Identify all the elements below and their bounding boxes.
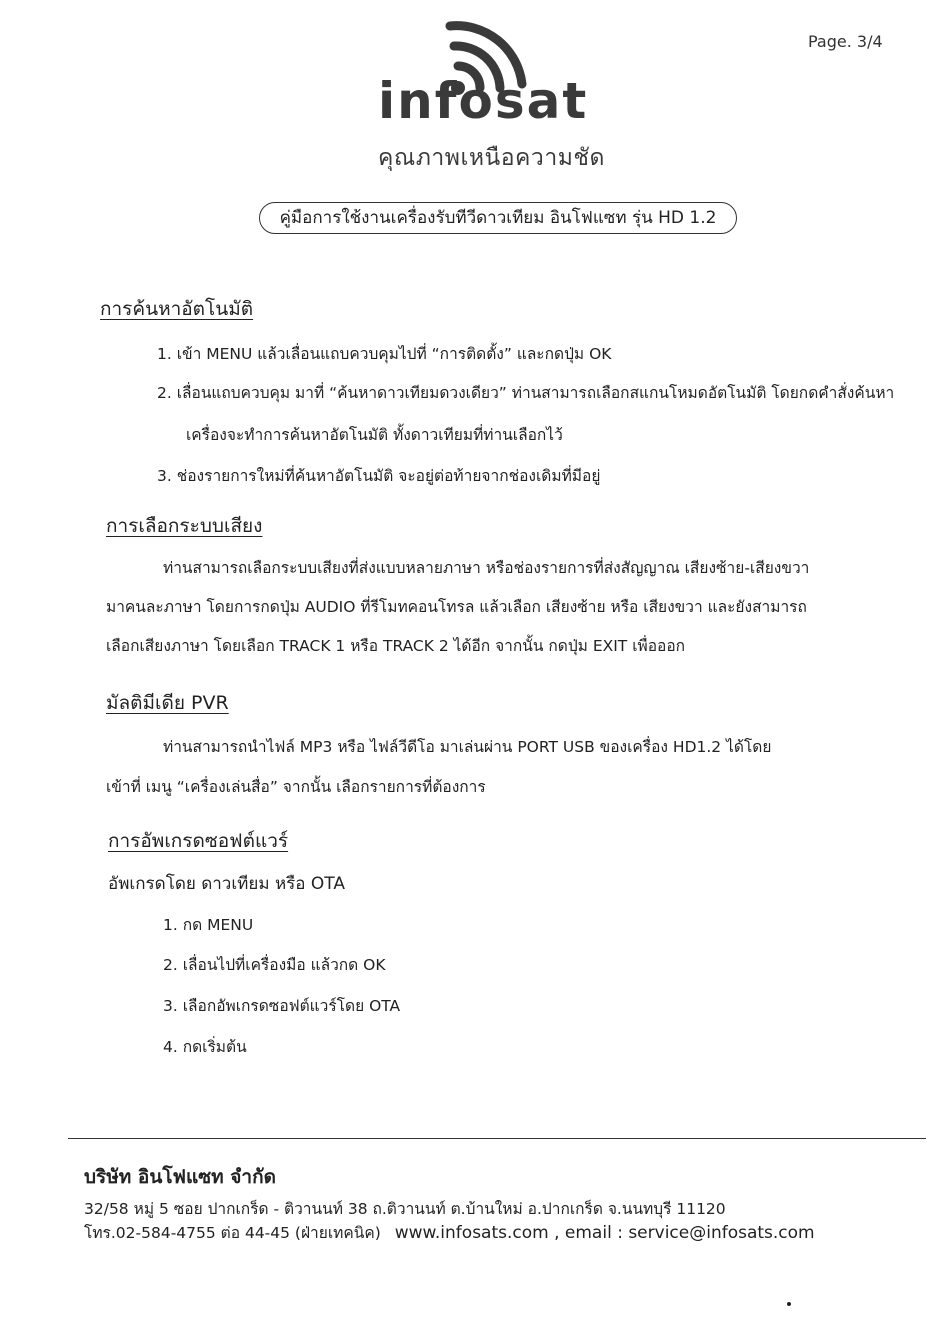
paragraph-line: เลือกเสียงภาษา โดยเลือก TRACK 1 หรือ TRACK 2 ได้อีก จากนั้น กดปุ่ม EXIT เพื่อออก <box>106 637 686 655</box>
section-title-auto-search: การค้นหาอัตโนมัติ <box>100 298 254 320</box>
company-address: 32/58 หมู่ 5 ซอย ปากเกร็ด - ติวานนท์ 38 ถ.ติวานนท์ ต.บ้านใหม่ อ.ปากเกร็ด จ.นนทบุรี 11120 <box>84 1200 726 1218</box>
section-title-pvr: มัลติมีเดีย PVR <box>106 692 229 714</box>
scan-speck <box>787 1302 791 1306</box>
paragraph-line: เข้าที่ เมนู “เครื่องเล่นสื่อ” จากนั้น เลือกรายการที่ต้องการ <box>106 778 486 796</box>
paragraph-line: มาคนละภาษา โดยการกดปุ่ม AUDIO ที่รีโมทคอนโทรล แล้วเลือก เสียงซ้าย หรือ เสียงขวา และยังสามารถ <box>106 598 807 616</box>
brand-logo-text: infosat <box>378 72 589 130</box>
section-title-audio: การเลือกระบบเสียง <box>106 515 263 537</box>
list-item: 3. เลือกอัพเกรดซอฟต์แวร์โดย OTA <box>163 997 401 1015</box>
phone-text: โทร.02-584-4755 ต่อ 44-45 (ฝ่ายเทคนิค) <box>84 1224 381 1242</box>
list-item: 1. กด MENU <box>163 916 254 934</box>
footer-divider <box>68 1138 926 1139</box>
manual-title: คู่มือการใช้งานเครื่องรับทีวีดาวเทียม อินโฟแซท รุ่น HD 1.2 <box>259 202 737 234</box>
paragraph-line: ท่านสามารถเลือกระบบเสียงที่ส่งแบบหลายภาษา หรือช่องรายการที่ส่งสัญญาณ เสียงซ้าย-เสียงขวา <box>163 559 810 577</box>
company-name: บริษัท อินโฟแซท จำกัด <box>84 1166 276 1188</box>
brand-tagline: คุณภาพเหนือความชัด <box>378 145 605 171</box>
list-item: 3. ช่องรายการใหม่ที่ค้นหาอัตโนมัติ จะอยู่ต่อท้ายจากช่องเดิมที่มีอยู่ <box>157 467 601 485</box>
company-contact <box>84 1220 815 1245</box>
list-item: 4. กดเริ่มต้น <box>163 1038 247 1056</box>
list-item: 1. เข้า MENU แล้วเลื่อนแถบควบคุมไปที่ “การติดตั้ง” และกดปุ่ม OK <box>157 345 612 363</box>
list-item: 2. เลื่อนไปที่เครื่องมือ แล้วกด OK <box>163 956 386 974</box>
section-subtitle: อัพเกรดโดย ดาวเทียม หรือ OTA <box>108 874 345 894</box>
page-number: Page. 3/4 <box>808 32 883 51</box>
list-item: 2. เลื่อนแถบควบคุม มาที่ “ค้นหาดาวเทียมดวงเดียว” ท่านสามารถเลือกสแกนโหมดอัตโนมัติ โดยกดคำสั่งค้นหา <box>157 384 895 402</box>
list-item-continued: เครื่องจะทำการค้นหาอัตโนมัติ ทั้งดาวเทียมที่ท่านเลือกไว้ <box>186 426 563 444</box>
paragraph-line: ท่านสามารถนำไฟล์ MP3 หรือ ไฟล์วีดีโอ มาเล่นผ่าน PORT USB ของเครื่อง HD1.2 ได้โดย <box>163 738 772 756</box>
section-title-upgrade: การอัพเกรดซอฟต์แวร์ <box>108 830 289 852</box>
website-email-text: www.infosats.com , email : service@infosats.com <box>394 1223 815 1243</box>
